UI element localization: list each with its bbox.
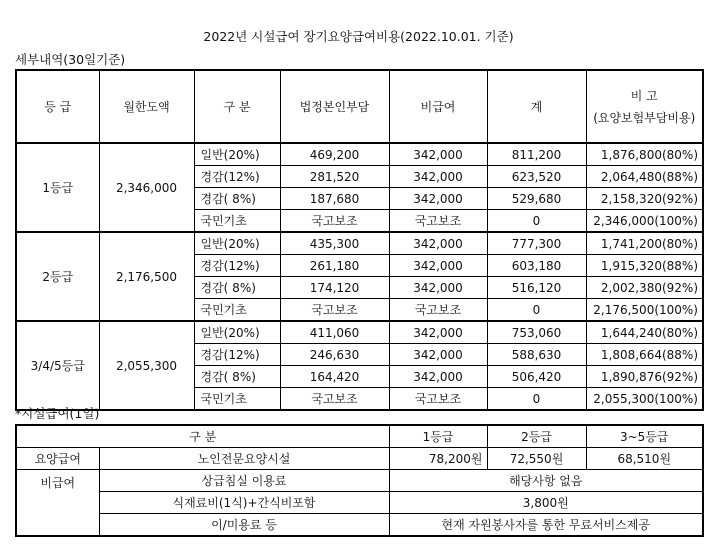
header-grade: 등 급 [16,70,99,143]
table-header-row [16,70,703,143]
non-covered-cell: 국고보조 [389,210,487,233]
remark-cell: 2,346,000(100%) [586,210,703,233]
header-monthly-limit: 월한도액 [99,70,194,143]
header-remark [586,70,703,143]
statutory-cell: 246,630 [280,344,389,366]
category-cell: 경감( 8%) [194,366,280,388]
remark-cell: 1,644,240(80%) [586,321,703,344]
care-grade3-5: 68,510원 [586,448,703,470]
header-total: 계 [487,70,586,143]
table-row [16,470,703,492]
daily-header-grade2: 2등급 [487,425,586,448]
category-cell: 경감(12%) [194,344,280,366]
noncov-item3: 이/미용료 등 [99,514,389,537]
table-row [16,321,703,344]
total-cell: 623,520 [487,166,586,188]
category-cell: 일반(20%) [194,321,280,344]
category-cell: 경감( 8%) [194,277,280,299]
category-cell: 국민기초 [194,299,280,322]
monthly-cost-table [15,69,704,411]
total-cell: 529,680 [487,188,586,210]
remark-cell: 1,808,664(88%) [586,344,703,366]
daily-header-grade1: 1등급 [389,425,487,448]
category-cell: 경감(12%) [194,166,280,188]
statutory-cell: 281,520 [280,166,389,188]
table-row [16,448,703,470]
noncov-item2-value: 3,800원 [389,492,703,514]
non-covered-cell: 342,000 [389,188,487,210]
total-cell: 0 [487,388,586,411]
statutory-cell: 164,420 [280,366,389,388]
total-cell: 777,300 [487,232,586,255]
category-cell: 경감( 8%) [194,188,280,210]
statutory-cell: 261,180 [280,255,389,277]
header-category: 구 분 [194,70,280,143]
remark-cell: 2,002,380(92%) [586,277,703,299]
remark-cell: 2,176,500(100%) [586,299,703,322]
statutory-cell: 411,060 [280,321,389,344]
non-covered-cell: 342,000 [389,166,487,188]
daily-header-category: 구 분 [16,425,389,448]
table-row [16,492,703,514]
header-statutory: 법정본인부담 [280,70,389,143]
care-grade1: 78,200원 [389,448,487,470]
total-cell: 0 [487,299,586,322]
table-row [16,425,703,448]
noncov-item2: 식재료비(1식)+간식비포함 [99,492,389,514]
total-cell: 0 [487,210,586,233]
non-covered-cell: 국고보조 [389,388,487,411]
grade-cell: 3/4/5등급 [16,321,99,410]
header-remark-line2: (요양보험부담비용) [593,110,696,125]
header-remark-line1: 비 고 [630,88,658,103]
grade-cell: 2등급 [16,232,99,321]
header-non-covered: 비급여 [389,70,487,143]
care-label: 요양급여 [16,448,99,470]
non-covered-cell: 342,000 [389,232,487,255]
total-cell: 588,630 [487,344,586,366]
category-cell: 국민기초 [194,388,280,411]
noncov-label: 비급여 [16,470,99,537]
non-covered-cell: 342,000 [389,143,487,166]
total-cell: 603,180 [487,255,586,277]
remark-cell: 2,055,300(100%) [586,388,703,411]
monthly-limit-cell: 2,176,500 [99,232,194,321]
page-title: 2022년 시설급여 장기요양급여비용(2022.10.01. 기준) [203,29,514,44]
noncov-item1: 상급침실 이용료 [99,470,389,492]
table-row [16,143,703,166]
remark-cell: 1,741,200(80%) [586,232,703,255]
remark-cell: 1,890,876(92%) [586,366,703,388]
non-covered-cell: 342,000 [389,277,487,299]
detail-caption: 세부내역(30일기준) [15,52,126,67]
care-desc: 노인전문요양시설 [99,448,389,470]
table-row [16,232,703,255]
remark-cell: 2,064,480(88%) [586,166,703,188]
remark-cell: 2,158,320(92%) [586,188,703,210]
total-cell: 516,120 [487,277,586,299]
statutory-cell: 174,120 [280,277,389,299]
daily-cost-table [15,424,704,537]
category-cell: 일반(20%) [194,143,280,166]
statutory-cell: 435,300 [280,232,389,255]
table-row [16,514,703,537]
noncov-item3-value: 현재 자원봉사자를 통한 무료서비스제공 [389,514,703,537]
category-cell: 일반(20%) [194,232,280,255]
non-covered-cell: 342,000 [389,321,487,344]
total-cell: 753,060 [487,321,586,344]
statutory-cell: 187,680 [280,188,389,210]
statutory-cell: 469,200 [280,143,389,166]
non-covered-cell: 342,000 [389,366,487,388]
category-cell: 국민기초 [194,210,280,233]
monthly-limit-cell: 2,055,300 [99,321,194,410]
non-covered-cell: 342,000 [389,344,487,366]
non-covered-cell: 국고보조 [389,299,487,322]
grade-cell: 1등급 [16,143,99,232]
monthly-limit-cell: 2,346,000 [99,143,194,232]
remark-cell: 1,915,320(88%) [586,255,703,277]
daily-caption: *시설급여(1일) [15,406,100,421]
remark-cell: 1,876,800(80%) [586,143,703,166]
care-grade2: 72,550원 [487,448,586,470]
statutory-cell: 국고보조 [280,388,389,411]
daily-header-grade3-5: 3~5등급 [586,425,703,448]
total-cell: 811,200 [487,143,586,166]
statutory-cell: 국고보조 [280,299,389,322]
total-cell: 506,420 [487,366,586,388]
non-covered-cell: 342,000 [389,255,487,277]
statutory-cell: 국고보조 [280,210,389,233]
noncov-item1-value: 해당사항 없음 [389,470,703,492]
category-cell: 경감(12%) [194,255,280,277]
